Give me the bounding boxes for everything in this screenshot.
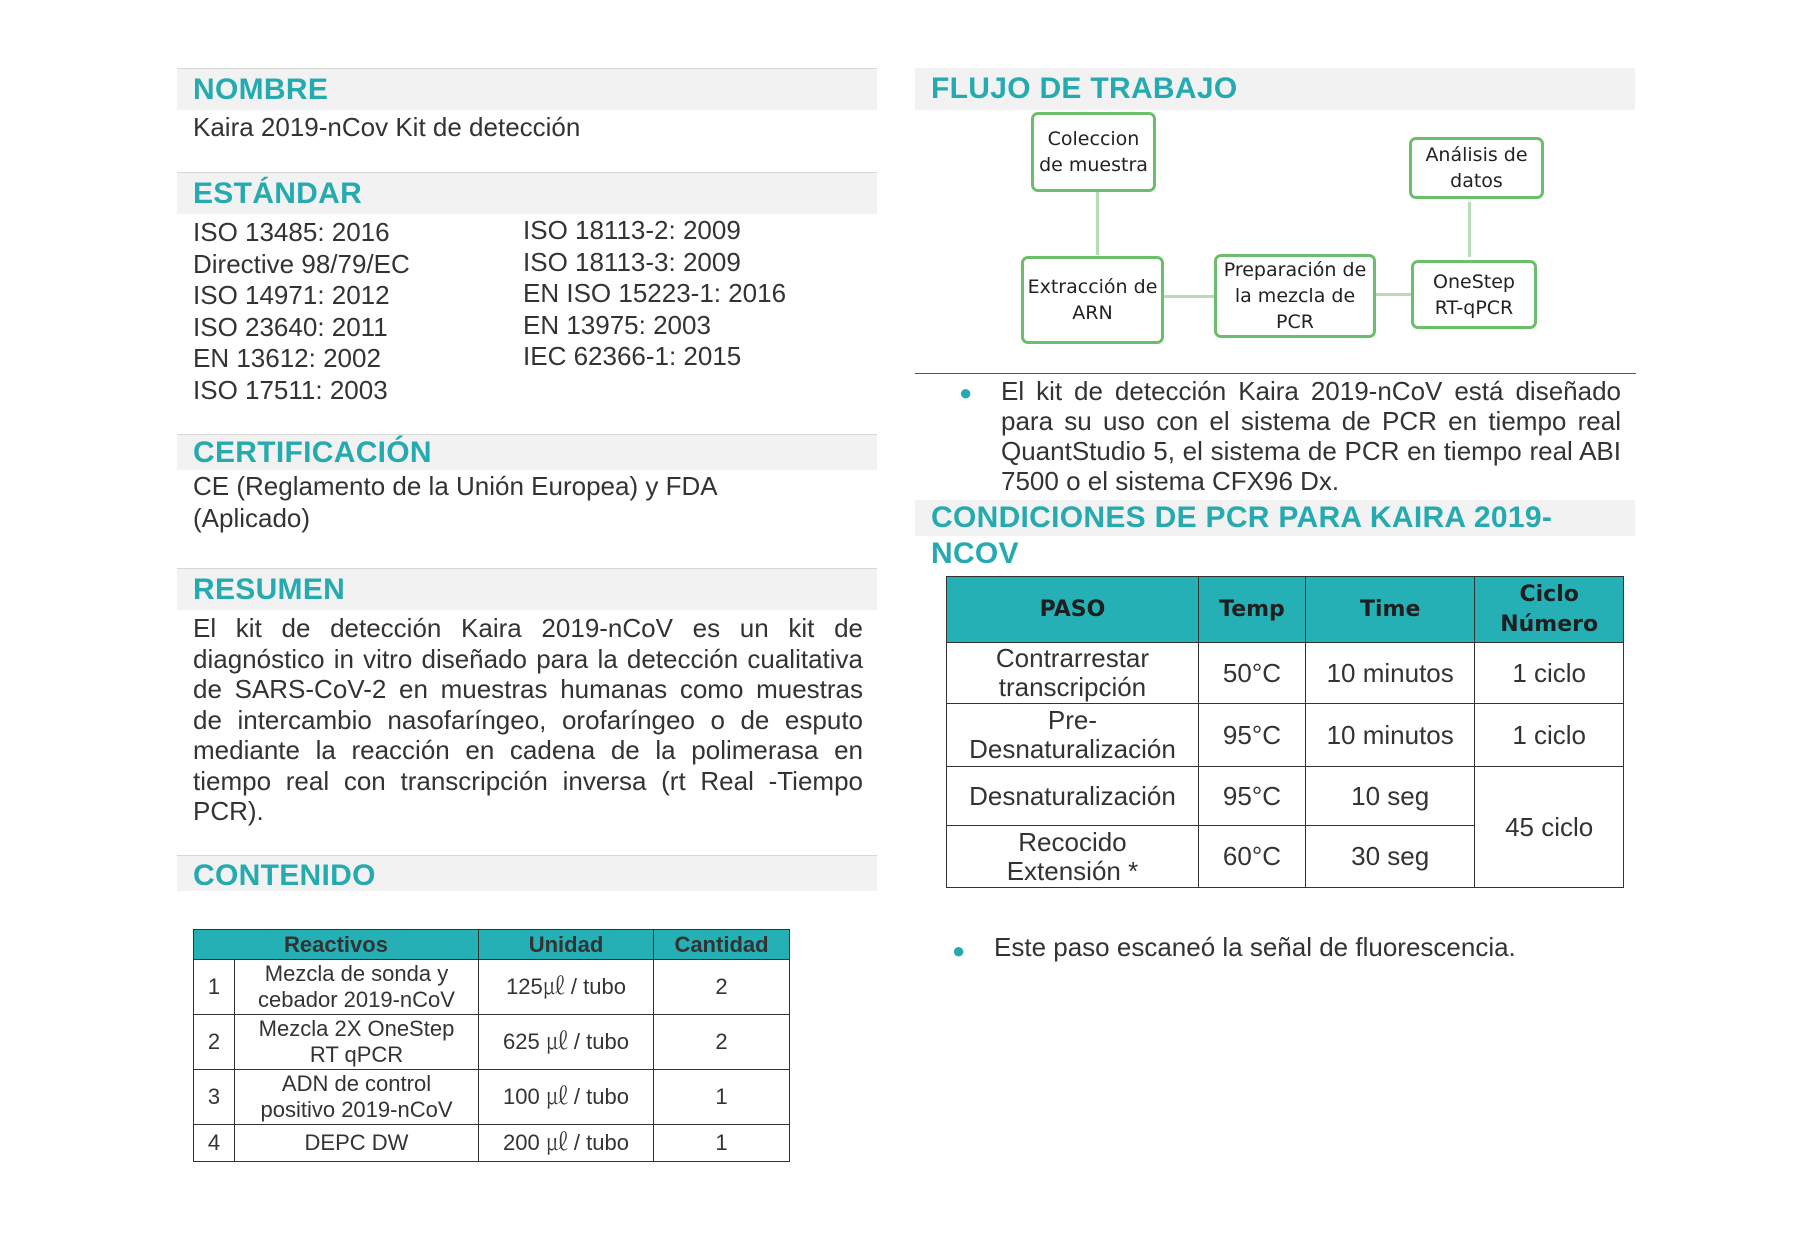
flow-connector [1468, 202, 1471, 257]
time-cell: 30 seg [1306, 826, 1475, 888]
row-number: 4 [194, 1125, 235, 1162]
unit-cell: 125㎕ / tubo [479, 960, 654, 1015]
time-cell: 10 seg [1306, 767, 1475, 826]
step-line: Recocido [1018, 826, 1127, 857]
flow-step-analisis: Análisis de datos [1409, 137, 1544, 199]
step-line: transcripción [998, 672, 1147, 702]
section-flujo-heading: FLUJO DE TRABAJO [915, 68, 1635, 110]
cycle-cell: 1 ciclo [1475, 643, 1624, 704]
product-name: Kaira 2019-nCov Kit de detección [193, 112, 581, 142]
standard-item: EN 13612: 2002 [193, 343, 381, 373]
standard-item: EN 13975: 2003 [523, 309, 711, 340]
step-cell [947, 643, 1199, 704]
certification-line: CE (Reglamento de la Unión Europea) y FDA [193, 471, 718, 501]
reagent-line: Mezcla de sonda y [264, 961, 449, 986]
column-header-time: Time [1306, 577, 1475, 643]
step-cell [947, 826, 1199, 888]
flow-step-coleccion: Coleccion de muestra [1031, 112, 1156, 192]
standard-item: ISO 18113-2: 2009 [523, 215, 741, 245]
header-line: Número [1500, 611, 1599, 637]
standards-column-1 [193, 217, 410, 406]
table-row [194, 1125, 790, 1162]
reagent-line: cebador 2019-nCoV [258, 987, 455, 1012]
standard-item: ISO 18113-3: 2009 [523, 246, 741, 277]
section-estandar-heading: ESTÁNDAR [177, 172, 877, 214]
header-line: Ciclo [1519, 581, 1579, 607]
row-number: 2 [194, 1015, 235, 1070]
summary-text: El kit de detección Kaira 2019-nCoV es un kit de diagnóstico in vitro diseñado para la detección cualitativa de SARS-CoV-2 en muestras humanas como muestras de intercambio nasofaríngeo, orofaríngeo o de esputo mediante la reacción en cadena de la polimerasa en tiempo real con transcripción inversa (rt Real -Tiempo PCR). [193, 613, 863, 826]
reagent-line: ADN de control [281, 1071, 432, 1096]
standard-item: IEC 62366-1: 2015 [523, 341, 742, 371]
cycle-cell: 45 ciclo [1475, 767, 1624, 888]
section-pcr-heading: CONDICIONES DE PCR PARA KAIRA 2019-NCOV [915, 500, 1635, 536]
compatibility-note: El kit de detección Kaira 2019-nCoV está diseñado para su uso con el sistema de PCR en tiempo real QuantStudio 5, el sistema de PCR en tiempo real ABI 7500 o el sistema CFX96 Dx. [1001, 376, 1621, 496]
time-cell: 10 minutos [1306, 643, 1475, 704]
reagent-line: positivo 2019-nCoV [260, 1097, 453, 1122]
standard-item: EN ISO 15223-1: 2016 [523, 278, 787, 308]
section-divider [915, 373, 1636, 374]
reagent-cell [235, 1015, 479, 1070]
step-cell [947, 704, 1199, 767]
flow-connector [1162, 295, 1217, 298]
standard-item: ISO 23640: 2011 [193, 311, 388, 342]
table-row [947, 767, 1624, 826]
column-header-reactivos: Reactivos [194, 930, 479, 960]
section-certificacion-heading: CERTIFICACIÓN [177, 434, 877, 470]
section-nombre-heading: NOMBRE [177, 68, 877, 110]
reagent-cell [235, 1070, 479, 1125]
flow-step-preparacion: Preparación de la mezcla de PCR [1214, 254, 1376, 338]
table-row [194, 1070, 790, 1125]
standard-item: ISO 17511: 2003 [193, 374, 388, 405]
standards-column-2 [523, 215, 786, 373]
flow-connector [1096, 192, 1099, 255]
cycle-cell: 1 ciclo [1475, 704, 1624, 767]
step-cell: Desnaturalización [947, 767, 1199, 826]
flow-step-extraccion: Extracción de ARN [1021, 256, 1164, 344]
row-number: 3 [194, 1070, 235, 1125]
fluorescence-note: Este paso escaneó la señal de fluorescencia. [994, 932, 1516, 962]
table-row [947, 643, 1624, 704]
quantity-cell: 2 [654, 1015, 790, 1070]
contents-table [193, 929, 790, 1162]
contents-table-header [194, 930, 790, 960]
row-number: 1 [194, 960, 235, 1015]
table-row [194, 1015, 790, 1070]
table-row [947, 704, 1624, 767]
time-cell: 10 minutos [1306, 704, 1475, 767]
step-line: Pre- [1047, 705, 1098, 735]
flow-connector [1374, 293, 1414, 296]
step-line: Contrarrestar [995, 643, 1150, 673]
quantity-cell: 2 [654, 960, 790, 1015]
section-resumen-heading: RESUMEN [177, 568, 877, 610]
certification-text [193, 470, 718, 534]
flow-step-onestep: OneStep RT-qPCR [1411, 260, 1537, 329]
standard-item: ISO 13485: 2016 [193, 217, 390, 247]
step-line: Extensión * [1006, 855, 1139, 886]
bullet-icon: ● [959, 380, 973, 405]
temp-cell: 50°C [1198, 643, 1305, 704]
pcr-table-header [947, 577, 1624, 643]
certification-line: (Aplicado) [193, 503, 311, 533]
unit-cell: 200 ㎕ / tubo [479, 1125, 654, 1162]
temp-cell: 95°C [1198, 767, 1305, 826]
table-row [194, 960, 790, 1015]
unit-cell: 625 ㎕ / tubo [479, 1015, 654, 1070]
pcr-conditions-table [946, 576, 1624, 888]
column-header-cantidad: Cantidad [654, 930, 790, 960]
bullet-icon: ● [952, 938, 966, 963]
reagent-cell [235, 960, 479, 1015]
temp-cell: 95°C [1198, 704, 1305, 767]
reagent-line: Mezcla 2X OneStep [258, 1016, 455, 1041]
step-line: Desnaturalización [969, 734, 1176, 764]
column-header-ciclo [1475, 577, 1624, 643]
column-header-temp: Temp [1198, 577, 1305, 643]
section-contenido-heading: CONTENIDO [177, 855, 877, 891]
standard-item: ISO 14971: 2012 [193, 280, 390, 310]
reagent-line: RT qPCR [309, 1042, 404, 1067]
column-header-unidad: Unidad [479, 930, 654, 960]
standard-item: Directive 98/79/EC [193, 248, 410, 279]
column-header-paso: PASO [947, 577, 1199, 643]
temp-cell: 60°C [1198, 826, 1305, 888]
unit-cell: 100 ㎕ / tubo [479, 1070, 654, 1125]
quantity-cell: 1 [654, 1125, 790, 1162]
reagent-cell: DEPC DW [235, 1125, 479, 1162]
quantity-cell: 1 [654, 1070, 790, 1125]
